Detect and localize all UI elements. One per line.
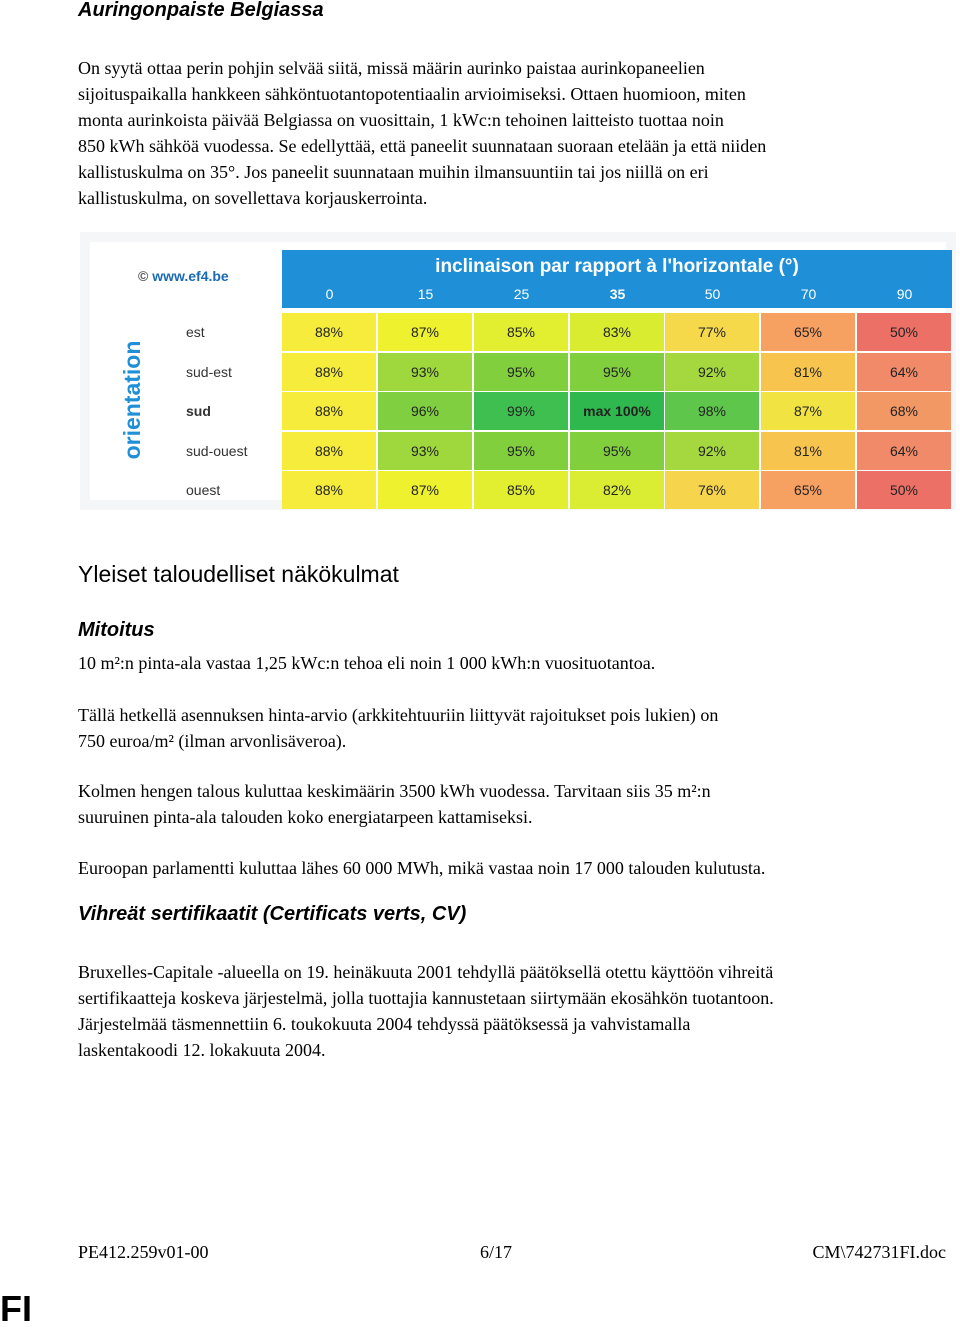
solar-yield-table-figure [80,232,956,510]
yield-cell: 64% [857,432,951,470]
paragraph-line: monta aurinkoista päivää Belgiassa on vuosittain, 1 kWc:n tehoinen laitteisto tuottaa noin [78,110,724,130]
yield-cell: 82% [570,471,664,509]
orientation-label-sud: sud [186,403,211,419]
yield-cell: 68% [857,392,951,430]
paragraph-line: 850 kWh sähköä vuodessa. Se edellyttää, että paneelit suunnataan suoraan etelään ja että niiden [78,136,767,156]
paragraph-line: sijoituspaikalla hankkeen sähköntuotantopotentiaalin arvioimiseksi. Ottaen huomioon, miten [78,84,746,104]
paragraph-line: kallistuskulma on 35°. Jos paneelit suunnataan muihin ilmansuuntiin tai jos niillä on eri [78,162,709,182]
paragraph-line: Kolmen hengen talous kuluttaa keskimäärin 3500 kWh vuodessa. Tarvitaan siis 35 m²:n [78,781,711,801]
paragraph-line: On syytä ottaa perin pohjin selvää siitä, missä määrin aurinko paistaa aurinkopaneelien [78,58,705,78]
paragraph-line: 750 euroa/m² (ilman arvonlisäveroa). [78,731,347,751]
angle-header-90: 90 [896,286,913,302]
yield-cell: 76% [665,471,759,509]
angle-header-70: 70 [800,286,817,302]
angle-header-15: 15 [417,286,434,302]
paragraph-line: kallistuskulma, on sovellettava korjauskerrointa. [78,188,428,208]
subsection-title-sizing: Mitoitus [78,619,155,641]
yield-cell: 85% [474,471,568,509]
section-title-economics: Yleiset taloudelliset näkökulmat [78,561,399,587]
yield-cell: 95% [570,353,664,391]
yield-cell: 88% [282,313,376,351]
yield-cell: 92% [665,432,759,470]
sizing-paragraph: 10 m²:n pinta-ala vastaa 1,25 kWc:n tehoa eli noin 1 000 kWh:n vuosituotantoa. [78,653,656,673]
yield-cell: 92% [665,353,759,391]
yield-cell: 99% [474,392,568,430]
yield-cell: 87% [378,471,472,509]
yield-cell: 87% [761,392,855,430]
yield-cell: 85% [474,313,568,351]
yield-cell: 93% [378,353,472,391]
paragraph-line: Bruxelles-Capitale -alueella on 19. heinäkuuta 2001 tehdyllä päätöksellä otettu käyttöön vihreitä [78,962,774,982]
source-link[interactable]: www.ef4.be [152,268,229,284]
angle-header-50: 50 [704,286,721,302]
yield-cell: 83% [570,313,664,351]
copyright-symbol: © [138,268,149,284]
paragraph-line: laskentakoodi 12. lokakuuta 2004. [78,1040,326,1060]
green-certificates-paragraph [78,959,948,1063]
inclination-header-title: inclinaison par rapport à l'horizontale (°) [435,256,799,277]
yield-cell: 65% [761,313,855,351]
sunshine-paragraph [78,55,948,211]
yield-cell: 64% [857,353,951,391]
orientation-label-ouest: ouest [186,482,221,498]
angle-header-25: 25 [513,286,530,302]
parliament-paragraph: Euroopan parlamentti kuluttaa lähes 60 000 MWh, mikä vastaa noin 17 000 talouden kulutusta. [78,858,766,878]
yield-cell: max 100% [570,392,664,430]
yield-cell: 88% [282,353,376,391]
orientation-label-est: est [186,324,205,340]
footer-reference: PE412.259v01-00 [78,1242,209,1262]
yield-cell: 95% [474,432,568,470]
footer-document-id: CM\742731FI.doc [812,1242,946,1262]
paragraph-line: Tällä hetkellä asennuksen hinta-arvio (arkkitehtuuriin liittyvät rajoitukset pois lukien) on [78,705,719,725]
yield-cell: 77% [665,313,759,351]
yield-cell: 88% [282,392,376,430]
section-title-green-certificates: Vihreät sertifikaatit (Certificats verts, CV) [78,903,467,925]
yield-cell: 93% [378,432,472,470]
section-title-sunshine: Auringonpaiste Belgiassa [78,0,324,21]
paragraph-line: sertifikaatteja koskeva järjestelmä, jolla tuottajia kannustetaan siirtymään ekosähkön tuotantoon. [78,988,774,1008]
copyright-notice [138,268,229,284]
footer-page-number: 6/17 [480,1242,513,1262]
yield-cell: 95% [474,353,568,391]
yield-cell: 88% [282,471,376,509]
orientation-label-sud-est: sud-est [186,364,232,380]
yield-cell: 81% [761,432,855,470]
yield-cell: 50% [857,471,951,509]
yield-cell: 81% [761,353,855,391]
yield-cell: 88% [282,432,376,470]
yield-cell: 65% [761,471,855,509]
orientation-label-sud-ouest: sud-ouest [186,443,248,459]
yield-cell: 98% [665,392,759,430]
table-panel [90,242,946,500]
household-paragraph [78,778,948,830]
yield-cell: 87% [378,313,472,351]
angle-header-0: 0 [325,286,334,302]
cost-paragraph [78,702,948,754]
language-code: FI [0,1288,32,1329]
yield-cell: 50% [857,313,951,351]
angle-header-35: 35 [609,286,626,302]
orientation-axis-label: orientation [119,340,145,460]
paragraph-line: suuruinen pinta-ala talouden koko energiatarpeen kattamiseksi. [78,807,533,827]
yield-cell: 96% [378,392,472,430]
yield-cell: 95% [570,432,664,470]
paragraph-line: Järjestelmää täsmennettiin 6. toukokuuta 2004 tehdyssä päätöksessä ja vahvistamalla [78,1014,691,1034]
